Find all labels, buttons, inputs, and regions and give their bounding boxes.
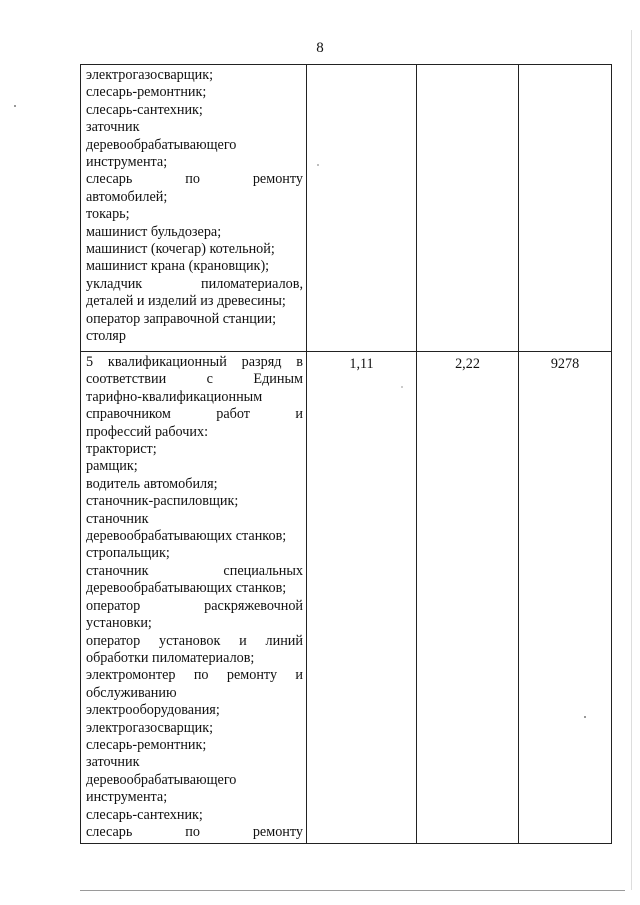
profession-line: слесарь по ремонту bbox=[86, 171, 303, 188]
profession-line: соответствии с Единым bbox=[86, 371, 303, 388]
coefficient-cell-2 bbox=[417, 65, 519, 352]
profession-line: водитель автомобиля; bbox=[86, 475, 218, 492]
profession-line: станочник-распиловщик; bbox=[86, 493, 239, 510]
profession-line: деревообрабатывающих станков; bbox=[86, 528, 287, 545]
coefficient-value-2: 2,22 bbox=[455, 356, 480, 372]
salary-cell bbox=[519, 65, 612, 352]
profession-cell bbox=[81, 352, 307, 844]
profession-line: укладчик пиломатериалов, bbox=[86, 275, 303, 292]
coefficient-value-2 bbox=[417, 65, 518, 69]
profession-line: заточник bbox=[86, 754, 140, 771]
coefficient-cell bbox=[307, 65, 417, 352]
profession-line: автомобилей; bbox=[86, 188, 168, 205]
profession-line: токарь; bbox=[86, 206, 130, 223]
profession-line: профессий рабочих: bbox=[86, 423, 209, 440]
profession-line: слесарь-ремонтник; bbox=[86, 84, 207, 101]
profession-line: обработки пиломатериалов; bbox=[86, 649, 255, 666]
scan-speck bbox=[584, 716, 586, 718]
profession-line: инструмента; bbox=[86, 154, 168, 171]
profession-line: электрогазосварщик; bbox=[86, 67, 214, 83]
profession-line: электромонтер по ремонту и bbox=[86, 667, 303, 684]
profession-line: деталей и изделий из древесины; bbox=[86, 293, 286, 310]
profession-line: электрогазосварщик; bbox=[86, 719, 214, 736]
profession-line: тарифно-квалификационным bbox=[86, 388, 263, 405]
profession-line: машинист бульдозера; bbox=[86, 223, 222, 240]
profession-line: машинист (кочегар) котельной; bbox=[86, 241, 275, 258]
profession-line: слесарь по ремонту bbox=[86, 823, 303, 840]
scan-edge-line bbox=[80, 890, 625, 891]
coefficient-cell-2 bbox=[417, 352, 519, 844]
qualification-table bbox=[80, 64, 612, 844]
profession-line: инструмента; bbox=[86, 789, 168, 806]
scan-speck bbox=[14, 105, 16, 107]
profession-line: слесарь-сантехник; bbox=[86, 101, 203, 118]
scan-speck bbox=[401, 386, 403, 388]
salary-value: 9278 bbox=[550, 356, 580, 372]
profession-line: оператор раскряжевочной bbox=[86, 597, 303, 614]
profession-line: тракторист; bbox=[86, 441, 157, 458]
profession-line: станочник bbox=[86, 510, 149, 527]
scan-speck bbox=[317, 164, 319, 166]
profession-line: слесарь-ремонтник; bbox=[86, 736, 207, 753]
profession-line: деревообрабатывающего bbox=[86, 136, 237, 153]
profession-line: оператор заправочной станции; bbox=[86, 310, 277, 327]
salary-cell bbox=[519, 352, 612, 844]
profession-cell bbox=[81, 65, 307, 352]
profession-line: столяр bbox=[86, 328, 126, 345]
coefficient-value bbox=[307, 65, 416, 69]
profession-line: 5 квалификационный разряд в bbox=[86, 354, 303, 370]
profession-line: станочник специальных bbox=[86, 562, 303, 579]
scan-edge-line-right bbox=[631, 30, 632, 890]
profession-line: электрооборудования; bbox=[86, 702, 220, 719]
coefficient-cell bbox=[307, 352, 417, 844]
profession-line: заточник bbox=[86, 119, 140, 136]
profession-line: рамщик; bbox=[86, 458, 138, 475]
coefficient-value: 1,11 bbox=[349, 356, 374, 372]
profession-line: оператор установок и линий bbox=[86, 632, 303, 649]
profession-line: деревообрабатывающих станков; bbox=[86, 580, 287, 597]
page-number: 8 bbox=[316, 40, 324, 56]
table-row bbox=[81, 352, 612, 844]
salary-value bbox=[519, 65, 611, 69]
profession-line: установки; bbox=[86, 615, 152, 632]
table-row bbox=[81, 65, 612, 352]
profession-line: машинист крана (крановщик); bbox=[86, 258, 270, 275]
profession-line: обслуживанию bbox=[86, 684, 177, 701]
profession-line: справочником работ и bbox=[86, 406, 303, 423]
profession-line: стропальщик; bbox=[86, 545, 170, 562]
profession-line: слесарь-сантехник; bbox=[86, 806, 203, 823]
profession-line: деревообрабатывающего bbox=[86, 771, 237, 788]
